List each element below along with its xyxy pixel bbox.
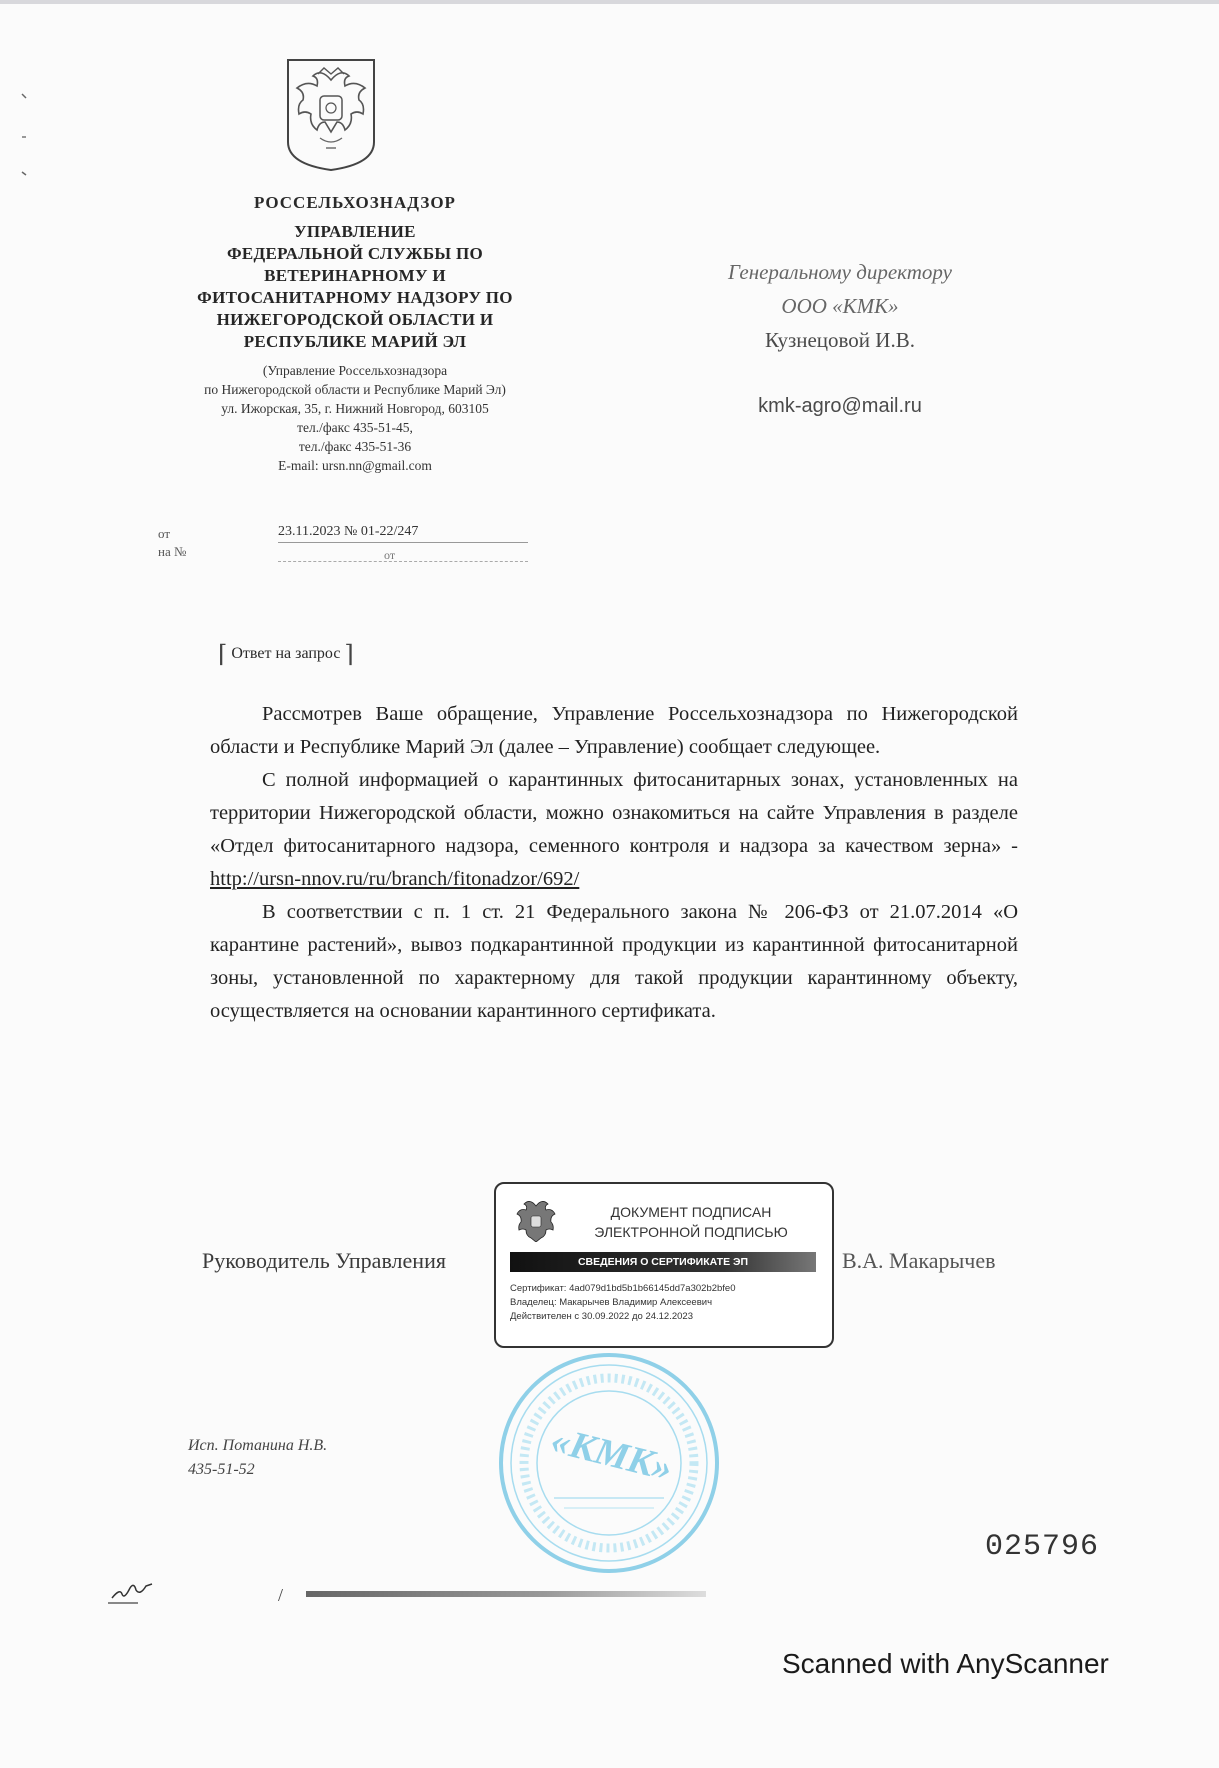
subject-text: Ответ на запрос — [231, 645, 341, 662]
department-line: ФЕДЕРАЛЬНОЙ СЛУЖБЫ ПО — [226, 244, 484, 264]
company-seal — [494, 1348, 724, 1578]
executor-phone: 435-51-52 — [188, 1461, 255, 1478]
executor-block — [188, 1434, 327, 1482]
contact-line: тел./факс 435-51-36 — [298, 439, 412, 455]
contact-line: тел./факс 435-51-45, — [297, 420, 413, 436]
registration-number: 23.11.2023 № 01-22/247 — [278, 524, 419, 539]
department-line: УПРАВЛЕНИЕ — [294, 222, 416, 242]
scan-artifact-bar — [306, 1591, 706, 1597]
body-paragraph-text: С полной информацией о карантинных фитосанитарных зонах, установленных на территории Нижегородской области, можно ознакомиться на сайте Управления в разделе «Отдел фитосанитарного надзора, семенного контроля и надзора за качеством зерна» - — [210, 769, 1018, 857]
reg-underline — [278, 542, 528, 543]
subject-bracket-left: ⌈ — [218, 642, 228, 668]
signer-role: Руководитель Управления — [202, 1248, 446, 1273]
stamp-validity: Действителен с 30.09.2022 до 24.12.2023 — [510, 1311, 693, 1322]
stamp-title — [576, 1202, 806, 1242]
letter-subject — [218, 640, 354, 669]
signer-name: В.А. Макарычев — [842, 1248, 996, 1273]
stamp-owner: Владелец: Макарычев Владимир Алексеевич — [510, 1297, 713, 1308]
addressee-position: Генеральному директору — [728, 260, 952, 284]
contact-email: E-mail: ursn.nn@gmail.com — [278, 458, 432, 474]
stamp-title-line: ДОКУМЕНТ ПОДПИСАН — [610, 1204, 772, 1220]
subject-bracket-right: ⌉ — [344, 642, 354, 668]
reg-from-label: от — [158, 526, 171, 541]
stamp-cert-details — [510, 1282, 820, 1324]
department-line: НИЖЕГОРОДСКОЙ ОБЛАСТИ И — [216, 310, 494, 330]
reg-ref-label: на № — [158, 544, 187, 559]
letter-body — [210, 698, 1018, 1028]
contact-line: по Нижегородской области и Республике Марий Эл) — [204, 382, 506, 398]
addressee-company: ООО «КМК» — [781, 294, 899, 318]
department-line: ВЕТЕРИНАРНОМУ И — [264, 266, 446, 286]
electronic-signature-stamp — [494, 1182, 834, 1348]
stamp-cert-header: СВЕДЕНИЯ О СЕРТИФИКАТЕ ЭП — [510, 1252, 816, 1272]
executor-name: Исп. Потанина Н.В. — [188, 1437, 328, 1454]
stamp-title-line: ЭЛЕКТРОННОЙ ПОДПИСЬЮ — [594, 1224, 788, 1240]
body-paragraph: Рассмотрев Ваше обращение, Управление Россельхознадзора по Нижегородской области и Республике Марий Эл (далее – Управление) сообщает следующее. — [210, 703, 1018, 758]
stamp-cert-id: Сертификат: 4ad079d1bd5b1b66145dd7a302b2bfe0 — [510, 1283, 736, 1294]
body-paragraph: В соответствии с п. 1 ст. 21 Федерального закона № 206-ФЗ от 21.07.2014 «О карантине растений», вывоз подкарантинной продукции из карантинной фитосанитарной зоны, установленной по характерному для такой продукции карантинному объекту, осуществляется на основании карантинного сертификата. — [210, 901, 1018, 1022]
scanner-watermark: Scanned with AnyScanner — [782, 1648, 1109, 1679]
fitonadzor-link[interactable]: http://ursn-nnov.ru/ru/branch/fitonadzor/692/ — [210, 868, 580, 890]
contact-line: (Управление Россельхознадзора — [262, 363, 448, 379]
reg-ref-underline — [278, 561, 528, 562]
addressee-email: kmk-agro@mail.ru — [758, 395, 922, 417]
stamp-emblem-icon — [516, 1198, 556, 1242]
org-name: РОССЕЛЬХОЗНАДЗОР — [254, 193, 456, 212]
scan-margin-marks — [20, 92, 30, 182]
serial-number: 025796 — [985, 1530, 1100, 1564]
addressee-block — [690, 255, 990, 357]
letterhead — [160, 192, 550, 475]
reg-of-label: от — [384, 548, 396, 562]
seal-text: «КМК» — [546, 1419, 677, 1490]
department-name — [160, 221, 550, 353]
scan-top-edge — [0, 0, 1219, 4]
handwritten-scribble — [108, 1574, 168, 1604]
contact-line: ул. Ижорская, 35, г. Нижний Новгород, 603105 — [221, 401, 489, 417]
addressee-name: Кузнецовой И.В. — [765, 328, 915, 352]
contact-block — [160, 361, 550, 475]
body-paragraph — [210, 764, 1018, 896]
department-line: ФИТОСАНИТАРНОМУ НАДЗОРУ ПО — [197, 288, 513, 308]
department-line: РЕСПУБЛИКЕ МАРИЙ ЭЛ — [243, 332, 467, 352]
state-emblem-icon — [282, 56, 380, 174]
scan-tick-mark: / — [278, 1585, 284, 1605]
